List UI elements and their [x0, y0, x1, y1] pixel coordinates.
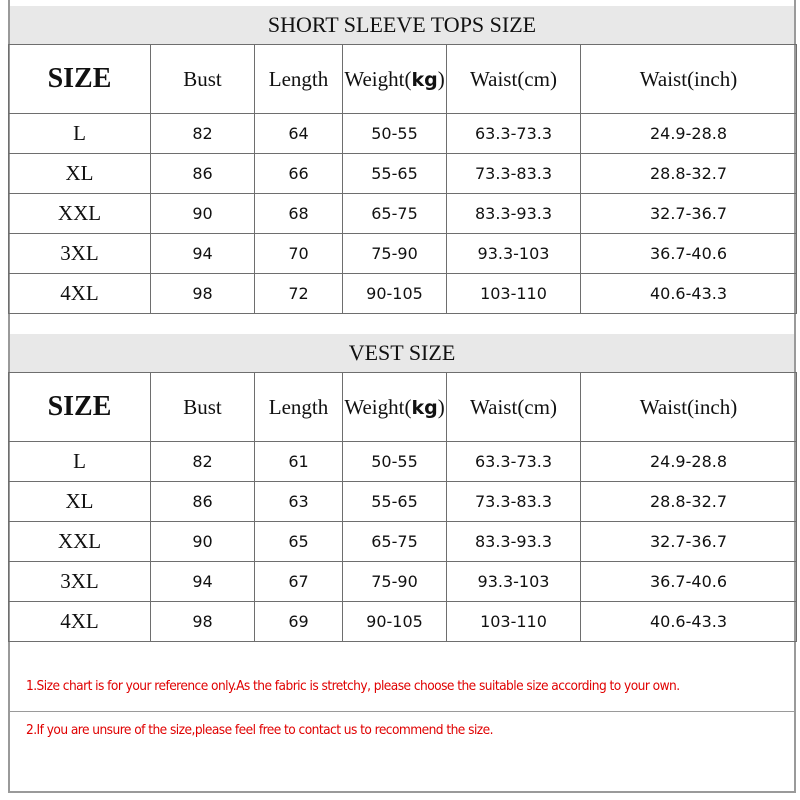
cell-bust: 82	[151, 442, 255, 482]
cell-waist-inch: 36.7-40.6	[581, 234, 797, 274]
cell-bust: 94	[151, 234, 255, 274]
table-header-row	[9, 373, 797, 442]
cell-bust: 82	[151, 114, 255, 154]
cell-size: L	[9, 442, 151, 482]
vest-table-title: VEST SIZE	[8, 334, 796, 372]
cell-length: 61	[255, 442, 343, 482]
cell-bust: 98	[151, 274, 255, 314]
table-row	[9, 482, 797, 522]
header-weight-close: )	[437, 394, 445, 419]
header-weight-unit: kg	[411, 396, 438, 419]
cell-length: 68	[255, 194, 343, 234]
cell-bust: 90	[151, 522, 255, 562]
table-row	[9, 274, 797, 314]
cell-waist-cm: 73.3-83.3	[447, 482, 581, 522]
header-bust: Bust	[151, 45, 255, 114]
header-waist-cm: Waist(cm)	[447, 373, 581, 442]
cell-waist-inch: 32.7-36.7	[581, 194, 797, 234]
header-waist-inch: Waist(inch)	[581, 373, 797, 442]
cell-weight: 90-105	[343, 602, 447, 642]
cell-size: 3XL	[9, 562, 151, 602]
cell-length: 72	[255, 274, 343, 314]
cell-waist-cm: 73.3-83.3	[447, 154, 581, 194]
cell-size: XXL	[9, 522, 151, 562]
header-waist-inch: Waist(inch)	[581, 45, 797, 114]
cell-bust: 98	[151, 602, 255, 642]
cell-length: 70	[255, 234, 343, 274]
header-size: SIZE	[9, 45, 151, 114]
cell-waist-cm: 83.3-93.3	[447, 194, 581, 234]
table-header-row	[9, 45, 797, 114]
cell-waist-cm: 103-110	[447, 274, 581, 314]
cell-length: 66	[255, 154, 343, 194]
cell-bust: 86	[151, 154, 255, 194]
header-length: Length	[255, 373, 343, 442]
table-row	[9, 114, 797, 154]
header-bust: Bust	[151, 373, 255, 442]
cell-waist-inch: 24.9-28.8	[581, 114, 797, 154]
cell-waist-inch: 32.7-36.7	[581, 522, 797, 562]
cell-length: 69	[255, 602, 343, 642]
vest-size-table	[8, 372, 797, 642]
cell-size: L	[9, 114, 151, 154]
cell-size: XL	[9, 154, 151, 194]
cell-bust: 90	[151, 194, 255, 234]
size-note-contact: 2.If you are unsure of the size,please feel free to contact us to recommend the size.	[8, 712, 796, 748]
table-row	[9, 442, 797, 482]
cell-waist-inch: 36.7-40.6	[581, 562, 797, 602]
cell-weight: 65-75	[343, 522, 447, 562]
header-weight-label: Weight(	[344, 66, 412, 91]
header-weight-label: Weight(	[344, 394, 412, 419]
cell-waist-inch: 28.8-32.7	[581, 482, 797, 522]
header-weight	[343, 373, 447, 442]
cell-waist-cm: 103-110	[447, 602, 581, 642]
cell-size: XL	[9, 482, 151, 522]
size-note-reference: 1.Size chart is for your reference only.As the fabric is stretchy, please choose the suitable size according to your own.	[8, 660, 796, 712]
cell-waist-cm: 93.3-103	[447, 562, 581, 602]
header-size: SIZE	[9, 373, 151, 442]
cell-weight: 50-55	[343, 114, 447, 154]
header-weight-unit: kg	[411, 68, 438, 91]
header-length: Length	[255, 45, 343, 114]
cell-weight: 50-55	[343, 442, 447, 482]
cell-weight: 55-65	[343, 154, 447, 194]
table-row	[9, 194, 797, 234]
short-sleeve-size-table	[8, 44, 797, 314]
cell-length: 65	[255, 522, 343, 562]
cell-waist-cm: 63.3-73.3	[447, 114, 581, 154]
cell-waist-inch: 28.8-32.7	[581, 154, 797, 194]
header-weight-close: )	[437, 66, 445, 91]
cell-waist-cm: 63.3-73.3	[447, 442, 581, 482]
cell-size: 4XL	[9, 602, 151, 642]
cell-length: 63	[255, 482, 343, 522]
table-row	[9, 562, 797, 602]
cell-size: 3XL	[9, 234, 151, 274]
cell-weight: 75-90	[343, 562, 447, 602]
cell-waist-inch: 40.6-43.3	[581, 274, 797, 314]
table-row	[9, 154, 797, 194]
cell-length: 64	[255, 114, 343, 154]
cell-size: XXL	[9, 194, 151, 234]
cell-weight: 75-90	[343, 234, 447, 274]
header-waist-cm: Waist(cm)	[447, 45, 581, 114]
cell-waist-cm: 83.3-93.3	[447, 522, 581, 562]
cell-waist-cm: 93.3-103	[447, 234, 581, 274]
cell-waist-inch: 40.6-43.3	[581, 602, 797, 642]
cell-weight: 55-65	[343, 482, 447, 522]
table-row	[9, 602, 797, 642]
cell-size: 4XL	[9, 274, 151, 314]
cell-length: 67	[255, 562, 343, 602]
table-row	[9, 522, 797, 562]
short-sleeve-table-title: SHORT SLEEVE TOPS SIZE	[8, 6, 796, 44]
cell-bust: 86	[151, 482, 255, 522]
header-weight	[343, 45, 447, 114]
cell-weight: 65-75	[343, 194, 447, 234]
cell-weight: 90-105	[343, 274, 447, 314]
cell-bust: 94	[151, 562, 255, 602]
cell-waist-inch: 24.9-28.8	[581, 442, 797, 482]
table-row	[9, 234, 797, 274]
